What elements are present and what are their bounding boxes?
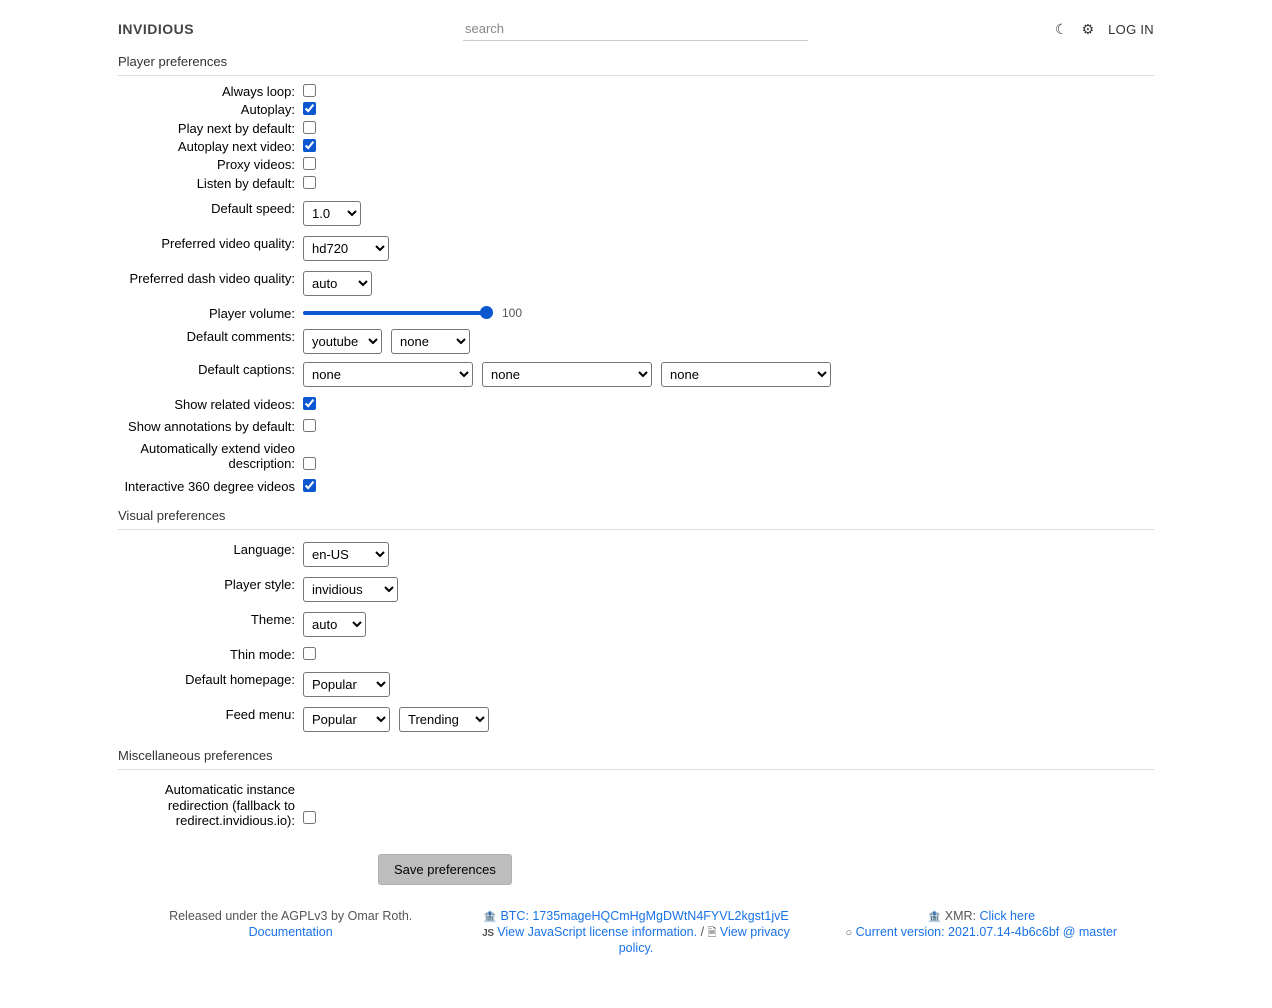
select-default-captions-3[interactable]	[661, 362, 831, 387]
checkbox-show-annotations[interactable]	[303, 419, 316, 432]
label-feed-menu: Feed menu:	[225, 707, 295, 723]
select-feed-menu-1[interactable]	[303, 707, 390, 732]
row-interactive-360	[118, 479, 1154, 494]
checkbox-autoplay-next[interactable]	[303, 139, 316, 152]
label-video-quality: Preferred video quality:	[161, 235, 295, 251]
checkbox-show-related[interactable]	[303, 397, 316, 410]
search-container	[463, 17, 808, 41]
github-icon: ○	[845, 927, 853, 939]
footer-xmr-label: XMR:	[944, 909, 980, 924]
row-video-quality	[118, 236, 1154, 261]
label-show-related: Show related videos:	[174, 397, 295, 413]
footer-separator: /	[700, 925, 705, 939]
footer-privacy-link[interactable]: View privacy policy.	[618, 925, 790, 955]
row-play-next	[118, 121, 1154, 136]
label-play-next: Play next by default:	[177, 120, 295, 136]
row-thin-mode	[118, 647, 1154, 662]
select-default-captions-1[interactable]	[303, 362, 473, 387]
player-volume-value: 100	[502, 305, 523, 320]
row-language	[118, 542, 1154, 567]
row-show-annotations	[118, 419, 1154, 434]
search-input[interactable]	[463, 17, 808, 41]
select-dash-quality[interactable]	[303, 271, 372, 296]
row-feed-menu	[118, 707, 1154, 732]
footer-btc-link[interactable]: BTC: 1735mageHQCmHgMgDWtN4FYVL2kgst1jvE	[500, 909, 789, 924]
label-player-style: Player style:	[224, 576, 295, 592]
row-player-volume	[118, 306, 1154, 321]
row-autoplay	[118, 102, 1154, 117]
select-default-homepage[interactable]	[303, 672, 390, 697]
document-icon: 🗎	[707, 927, 717, 939]
select-player-style[interactable]	[303, 577, 398, 602]
select-default-comments-secondary[interactable]	[391, 329, 470, 354]
preferences-content	[0, 54, 1272, 893]
checkbox-thin-mode[interactable]	[303, 647, 316, 660]
select-language[interactable]	[303, 542, 389, 567]
row-always-loop	[118, 84, 1154, 99]
footer-center	[463, 909, 808, 956]
navbar	[0, 0, 1272, 54]
gear-icon[interactable]: ⚙	[1081, 21, 1095, 37]
row-player-style	[118, 577, 1154, 602]
row-extend-description	[118, 441, 1154, 472]
js-badge: JS	[482, 928, 494, 939]
label-interactive-360: Interactive 360 degree videos	[124, 478, 295, 494]
row-theme	[118, 612, 1154, 637]
label-autoplay: Autoplay:	[240, 102, 295, 118]
checkbox-extend-description[interactable]	[303, 457, 316, 470]
footer	[0, 893, 1272, 966]
row-show-related	[118, 397, 1154, 412]
player-extra-checkbox-rows	[118, 397, 1154, 494]
select-feed-menu-2[interactable]	[399, 707, 489, 732]
footer-xmr-link[interactable]: Click here	[979, 909, 1036, 924]
checkbox-proxy-videos[interactable]	[303, 157, 316, 170]
row-dash-quality	[118, 271, 1154, 296]
moon-icon[interactable]: ☾	[1055, 21, 1068, 37]
row-default-speed	[118, 201, 1154, 226]
section-title-player: Player preferences	[118, 54, 1154, 76]
section-title-visual: Visual preferences	[118, 508, 1154, 530]
label-default-comments: Default comments:	[186, 329, 295, 345]
footer-right	[809, 909, 1154, 956]
monero-icon: 🏦	[483, 911, 497, 924]
row-listen-default	[118, 176, 1154, 191]
row-default-comments	[118, 329, 1154, 354]
navbar-actions	[1055, 22, 1154, 37]
checkbox-listen-default[interactable]	[303, 176, 316, 189]
footer-documentation-link[interactable]: Documentation	[248, 924, 333, 939]
select-default-captions-2[interactable]	[482, 362, 652, 387]
row-default-captions	[118, 362, 1154, 387]
label-default-captions: Default captions:	[198, 362, 295, 378]
footer-left	[118, 909, 463, 956]
label-show-annotations: Show annotations by default:	[128, 418, 295, 434]
row-autoplay-next	[118, 139, 1154, 154]
save-preferences-button[interactable]: Save preferences	[378, 854, 512, 885]
label-proxy-videos: Proxy videos:	[216, 157, 295, 173]
label-always-loop: Always loop:	[222, 84, 295, 99]
checkbox-instance-redirect[interactable]	[303, 811, 316, 824]
checkbox-autoplay[interactable]	[303, 102, 316, 115]
section-title-misc: Miscellaneous preferences	[118, 748, 1154, 770]
select-default-comments-primary[interactable]	[303, 329, 382, 354]
label-theme: Theme:	[250, 611, 295, 627]
select-default-speed[interactable]	[303, 201, 361, 226]
checkbox-play-next[interactable]	[303, 121, 316, 134]
row-proxy-videos	[118, 157, 1154, 172]
label-player-volume: Player volume:	[209, 305, 295, 321]
footer-license-text: Released under the AGPLv3 by Omar Roth.	[169, 909, 413, 924]
label-extend-description: Automatically extend video description:	[140, 440, 295, 472]
monero-icon-right: 🏦	[927, 911, 942, 924]
label-thin-mode: Thin mode:	[229, 646, 295, 662]
select-theme[interactable]	[303, 612, 366, 637]
label-default-homepage: Default homepage:	[185, 672, 295, 688]
slider-player-volume[interactable]	[303, 311, 493, 315]
label-instance-redirect: Automaticatic instance redirection (fallback to redirect.invidious.io):	[164, 782, 295, 828]
label-listen-default: Listen by default:	[196, 175, 295, 191]
checkbox-always-loop[interactable]	[303, 84, 316, 97]
row-instance-redirect	[118, 782, 1154, 828]
select-video-quality[interactable]	[303, 236, 389, 261]
player-checkbox-rows	[118, 84, 1154, 191]
label-language: Language:	[233, 541, 295, 557]
checkbox-interactive-360[interactable]	[303, 479, 316, 492]
label-dash-quality: Preferred dash video quality:	[129, 270, 295, 286]
row-default-homepage	[118, 672, 1154, 697]
label-default-speed: Default speed:	[211, 200, 295, 216]
label-autoplay-next: Autoplay next video:	[177, 138, 295, 154]
login-link[interactable]: LOG IN	[1108, 21, 1154, 37]
footer-version-link[interactable]: Current version: 2021.07.14-4b6c6bf @ master	[855, 925, 1118, 939]
save-row	[118, 832, 1154, 893]
footer-js-license-link[interactable]: View JavaScript license information.	[497, 925, 698, 939]
brand-logo[interactable]: INVIDIOUS	[118, 21, 195, 37]
